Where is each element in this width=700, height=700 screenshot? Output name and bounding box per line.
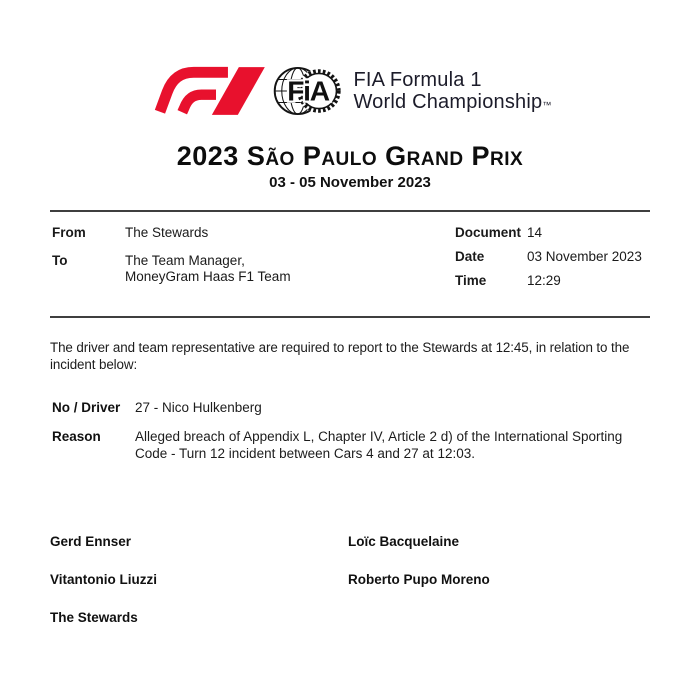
no-driver-value: 27 - Nico Hulkenberg [135,400,262,415]
document-meta-table [50,210,650,318]
document-value: 14 [527,225,543,240]
meta-from-to [50,225,453,297]
no-driver-label: No / Driver [52,400,121,415]
to-value-line1: The Team Manager, [125,253,245,268]
document-label: Document [455,225,522,240]
reason-label: Reason [52,429,101,444]
signature-name: Loïc Bacquelaine [348,534,460,549]
championship-wordmark [353,70,551,116]
meta-doc-date-time [453,225,650,297]
signature-name: The Stewards [50,610,138,625]
header-logo-row [0,0,700,128]
to-value [125,253,453,285]
to-value-line2: MoneyGram Haas F1 Team [125,269,291,284]
date-value: 03 November 2023 [527,249,642,264]
time-value: 12:29 [527,273,561,288]
signature-name: Gerd Ennser [50,534,132,549]
date-label: Date [455,249,485,264]
reason-row [50,428,650,462]
signature-name: Vitantonio Liuzzi [50,572,157,587]
summons-intro-text: The driver and team representative are required to report to the Stewards at 12:45, in relation to the incident below: [50,340,630,372]
f1-logo-icon [148,65,270,122]
from-label: From [52,225,86,240]
meta-row-date [453,249,650,265]
event-dates: 03 - 05 November 2023 [269,174,431,191]
fia-emblem-text: FiA [287,75,330,107]
wordmark-line2: World Championship™ [353,90,552,113]
meta-row-from [50,225,453,241]
meta-row-document [453,225,650,241]
signatures-block [50,534,650,625]
meta-row-to [50,253,453,285]
to-label: To [52,253,68,268]
trademark-symbol: ™ [542,99,552,110]
time-label: Time [455,273,487,288]
from-value: The Stewards [125,225,209,240]
reason-value: Alleged breach of Appendix L, Chapter IV, Article 2 d) of the International Sporting Code - Turn 12 incident between Cars 4 and 27 at 12:03. [135,429,623,461]
fia-emblem-icon [272,59,344,128]
no-driver-row [50,399,650,416]
meta-row-time [453,273,650,289]
event-title: 2023 São Paulo Grand Prix [176,141,524,171]
signature-name: Roberto Pupo Moreno [348,572,490,587]
title-block [0,141,700,191]
wordmark-line1: FIA Formula 1 [353,69,482,91]
